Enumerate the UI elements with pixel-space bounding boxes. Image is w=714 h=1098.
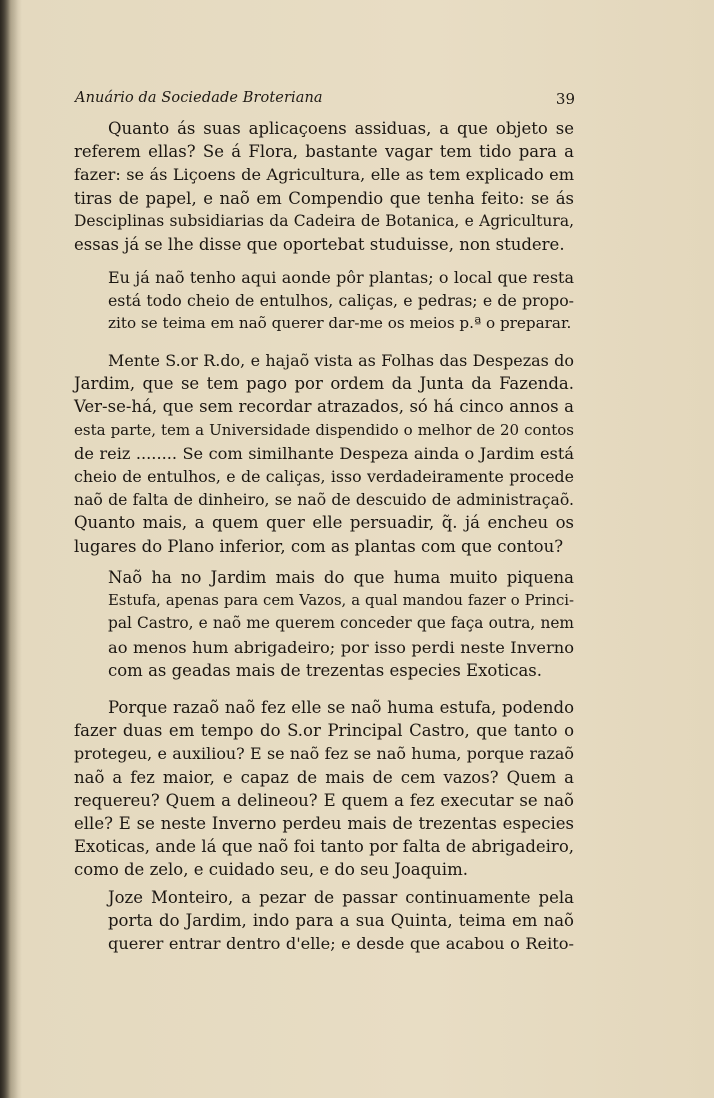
- page-number: 39: [555, 90, 575, 108]
- text-line: naõ a fez maior, e capaz de mais de cem vazos? Quem a: [74, 767, 574, 787]
- text-line: Porque razaõ naõ fez elle se naõ huma estufa, podendo: [108, 698, 574, 717]
- text-line: tiras de papel, e naõ em Compendio que tenha feito: se ás: [74, 188, 574, 208]
- text-line: porta do Jardim, indo para a sua Quinta, teima em naõ: [108, 911, 574, 931]
- text-line: Quanto ás suas aplicaçoens assiduas, a que objeto se: [108, 119, 574, 138]
- text-line: Joze Monteiro, a pezar de passar continuamente pela: [108, 888, 574, 907]
- text-line: Desciplinas subsidiarias da Cadeira de Botanica, e Agricultura,: [74, 211, 574, 230]
- page-header: [75, 88, 575, 110]
- text-line: requereu? Quem a delineou? E quem a fez executar se naõ: [74, 790, 574, 810]
- text-line: com as geadas mais de trezentas especies Exoticas.: [108, 660, 543, 680]
- text-line: Eu já naõ tenho aqui aonde pôr plantas; o local que resta: [108, 268, 574, 287]
- text-line: protegeu, e auxiliou? E se naõ fez se naõ huma, porque razaõ: [74, 744, 574, 764]
- paragraph-6: [108, 886, 574, 956]
- text-line: Naõ ha no Jardim mais do que huma muito piquena: [108, 568, 574, 587]
- text-line: Mente S.or R.do, e hajaõ vista as Folhas das Despezas do: [108, 351, 574, 370]
- paragraph-3: [74, 349, 574, 558]
- text-line: cheio de entulhos, e de caliças, isso verdadeiramente procede: [74, 467, 574, 487]
- paragraph-4: [108, 566, 574, 682]
- text-line: Quanto mais, a quem quer elle persuadir, q̃. já encheu os: [74, 513, 574, 533]
- text-line: pal Castro, e naõ me querem conceder que faça outra, nem: [108, 614, 574, 633]
- text-line: de reiz ........ Se com similhante Despeza ainda o Jardim está: [74, 443, 574, 463]
- page-binding-shadow: [0, 0, 22, 1098]
- text-line: zito se teima em naõ querer dar-me os meios p.ª o preparar.: [108, 314, 572, 333]
- text-line: como de zelo, e cuidado seu, e do seu Joaquim.: [74, 860, 468, 880]
- text-line: Ver-se-há, que sem recordar atrazados, só há cinco annos a: [74, 397, 574, 417]
- paragraph-2: [108, 266, 574, 336]
- text-line: naõ de falta de dinheiro, se naõ de descuido de administraçaõ.: [74, 490, 574, 510]
- paragraph-5: [74, 696, 574, 882]
- text-line: querer entrar dentro d'elle; e desde que acabou o Reito-: [108, 934, 574, 954]
- text-line: elle? E se neste Inverno perdeu mais de trezentas especies: [74, 814, 574, 834]
- text-line: Jardim, que se tem pago por ordem da Junta da Fazenda.: [74, 374, 574, 394]
- text-line: ao menos hum abrigadeiro; por isso perdi neste Inverno: [108, 637, 574, 657]
- text-line: esta parte, tem a Universidade dispendido o melhor de 20 contos: [74, 420, 574, 439]
- text-line: fazer duas em tempo do S.or Principal Castro, que tanto o: [74, 721, 574, 741]
- text-line: lugares do Plano inferior, com as plantas com que contou?: [74, 536, 564, 556]
- running-title: Anuário da Sociedade Broteriana: [75, 90, 323, 106]
- paragraph-1: [74, 117, 574, 256]
- text-line: essas já se lhe disse que oportebat studuisse, non studere.: [74, 235, 565, 255]
- text-line: Estufa, apenas para cem Vazos, a qual mandou fazer o Princi-: [108, 592, 574, 610]
- text-line: referem ellas? Se á Flora, bastante vagar tem tido para a: [74, 142, 574, 162]
- text-line: está todo cheio de entulhos, caliças, e pedras; e de propo-: [108, 291, 574, 311]
- text-line: Exoticas, ande lá que naõ foi tanto por falta de abrigadeiro,: [74, 837, 574, 857]
- text-line: fazer: se ás Liçoens de Agricultura, elle as tem explicado em: [74, 165, 574, 185]
